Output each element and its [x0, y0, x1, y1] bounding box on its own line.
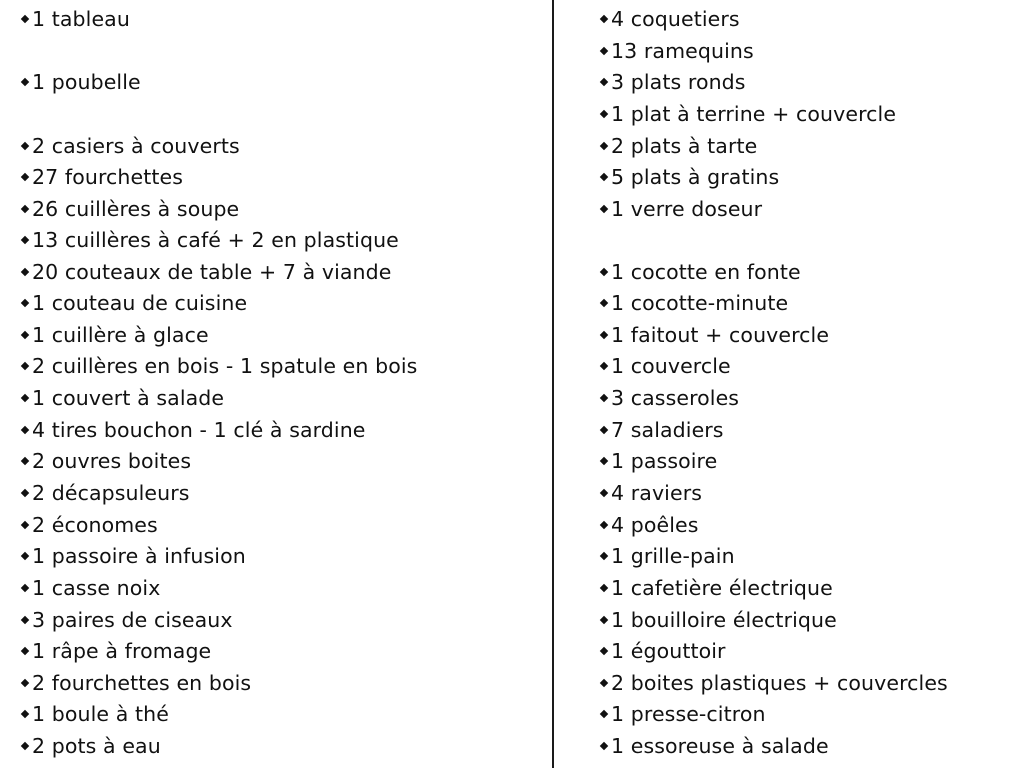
- list-item: [22, 4, 130, 35]
- list-item-text: 5 plats à gratins: [611, 165, 780, 189]
- diamond-bullet-icon: [21, 742, 29, 750]
- list-item-text: 1 poubelle: [32, 70, 141, 94]
- list-item: [601, 415, 724, 446]
- diamond-bullet-icon: [21, 521, 29, 529]
- list-item-text: 1 égouttoir: [611, 639, 726, 663]
- diamond-bullet-icon: [21, 173, 29, 181]
- list-item-text: 1 cocotte en fonte: [611, 260, 801, 284]
- diamond-bullet-icon: [600, 173, 608, 181]
- diamond-bullet-icon: [600, 110, 608, 118]
- diamond-bullet-icon: [600, 394, 608, 402]
- list-item-text: 13 cuillères à café + 2 en plastique: [32, 228, 399, 252]
- diamond-bullet-icon: [21, 584, 29, 592]
- list-item: [22, 541, 246, 572]
- diamond-bullet-icon: [600, 426, 608, 434]
- list-item: [22, 415, 366, 446]
- list-item: [22, 351, 417, 382]
- diamond-bullet-icon: [21, 268, 29, 276]
- list-item: [601, 4, 740, 35]
- list-item: [601, 320, 829, 351]
- list-item: [22, 131, 240, 162]
- list-item-text: 4 tires bouchon - 1 clé à sardine: [32, 418, 366, 442]
- list-item-text: 1 grille-pain: [611, 544, 735, 568]
- diamond-bullet-icon: [600, 362, 608, 370]
- list-item: [22, 573, 160, 604]
- diamond-bullet-icon: [600, 47, 608, 55]
- diamond-bullet-icon: [21, 647, 29, 655]
- list-item: [601, 668, 948, 699]
- list-item: [22, 320, 209, 351]
- list-item: [601, 699, 766, 730]
- list-item-text: 20 couteaux de table + 7 à viande: [32, 260, 392, 284]
- diamond-bullet-icon: [21, 489, 29, 497]
- diamond-bullet-icon: [21, 426, 29, 434]
- diamond-bullet-icon: [600, 457, 608, 465]
- list-item-text: 2 plats à tarte: [611, 134, 758, 158]
- list-item: [22, 383, 224, 414]
- list-item-text: 1 cafetière électrique: [611, 576, 833, 600]
- list-item: [601, 573, 833, 604]
- list-item: [601, 510, 699, 541]
- list-item: [601, 162, 779, 193]
- list-item-text: 1 boule à thé: [32, 702, 169, 726]
- diamond-bullet-icon: [600, 205, 608, 213]
- list-item-text: 1 tableau: [32, 7, 130, 31]
- diamond-bullet-icon: [21, 552, 29, 560]
- list-item-text: 1 couteau de cuisine: [32, 291, 248, 315]
- list-item: [601, 351, 731, 382]
- list-item-text: 2 pots à eau: [32, 734, 161, 758]
- list-item-text: 3 plats ronds: [611, 70, 746, 94]
- list-item: [601, 67, 746, 98]
- list-item: [601, 257, 801, 288]
- list-item: [601, 99, 896, 130]
- list-item-text: 1 casse noix: [32, 576, 161, 600]
- list-item: [22, 478, 190, 509]
- list-item-text: 1 plat à terrine + couvercle: [611, 102, 897, 126]
- list-item-text: 13 ramequins: [611, 39, 754, 63]
- list-item: [601, 383, 739, 414]
- list-item-text: 1 cocotte-minute: [611, 291, 789, 315]
- diamond-bullet-icon: [600, 489, 608, 497]
- diamond-bullet-icon: [600, 616, 608, 624]
- diamond-bullet-icon: [600, 679, 608, 687]
- list-item-text: 2 fourchettes en bois: [32, 671, 252, 695]
- diamond-bullet-icon: [21, 331, 29, 339]
- diamond-bullet-icon: [600, 584, 608, 592]
- diamond-bullet-icon: [21, 15, 29, 23]
- diamond-bullet-icon: [21, 616, 29, 624]
- list-item-text: 2 boites plastiques + couvercles: [611, 671, 948, 695]
- list-item-text: 1 passoire à infusion: [32, 544, 246, 568]
- list-item-text: 1 couvercle: [611, 354, 731, 378]
- list-item-text: 1 verre doseur: [611, 197, 763, 221]
- list-item: [22, 288, 247, 319]
- list-item-text: 1 faitout + couvercle: [611, 323, 830, 347]
- list-item: [22, 162, 183, 193]
- list-item-text: 2 décapsuleurs: [32, 481, 190, 505]
- list-item: [601, 478, 702, 509]
- column-divider: [552, 0, 554, 768]
- list-item-text: 4 raviers: [611, 481, 702, 505]
- list-item-text: 4 poêles: [611, 513, 699, 537]
- list-item: [601, 731, 829, 762]
- list-item: [601, 131, 757, 162]
- diamond-bullet-icon: [21, 78, 29, 86]
- list-item: [22, 194, 239, 225]
- list-item: [22, 699, 169, 730]
- list-item-text: 27 fourchettes: [32, 165, 183, 189]
- diamond-bullet-icon: [600, 142, 608, 150]
- list-item: [601, 288, 788, 319]
- list-item-text: 2 casiers à couverts: [32, 134, 240, 158]
- list-item: [22, 510, 158, 541]
- list-item-text: 7 saladiers: [611, 418, 724, 442]
- list-item: [22, 605, 233, 636]
- list-item-text: 2 ouvres boites: [32, 449, 192, 473]
- diamond-bullet-icon: [600, 521, 608, 529]
- diamond-bullet-icon: [600, 331, 608, 339]
- diamond-bullet-icon: [21, 710, 29, 718]
- list-item-text: 1 bouilloire électrique: [611, 608, 837, 632]
- list-item-text: 26 cuillères à soupe: [32, 197, 240, 221]
- list-item-text: 3 paires de ciseaux: [32, 608, 233, 632]
- diamond-bullet-icon: [600, 268, 608, 276]
- list-item-text: 1 couvert à salade: [32, 386, 225, 410]
- diamond-bullet-icon: [600, 552, 608, 560]
- diamond-bullet-icon: [21, 236, 29, 244]
- diamond-bullet-icon: [21, 457, 29, 465]
- list-item-text: 2 cuillères en bois - 1 spatule en bois: [32, 354, 418, 378]
- list-item-text: 1 essoreuse à salade: [611, 734, 829, 758]
- diamond-bullet-icon: [600, 78, 608, 86]
- list-item: [22, 446, 191, 477]
- list-item: [22, 225, 399, 256]
- list-item: [601, 636, 726, 667]
- diamond-bullet-icon: [600, 299, 608, 307]
- diamond-bullet-icon: [600, 647, 608, 655]
- diamond-bullet-icon: [21, 299, 29, 307]
- list-item: [22, 668, 251, 699]
- list-item: [601, 541, 735, 572]
- list-item: [22, 636, 211, 667]
- list-item-text: 1 presse-citron: [611, 702, 766, 726]
- list-item-text: 3 casseroles: [611, 386, 740, 410]
- list-item: [601, 194, 762, 225]
- list-item-text: 4 coquetiers: [611, 7, 740, 31]
- list-item: [601, 36, 754, 67]
- diamond-bullet-icon: [21, 205, 29, 213]
- list-item-text: 1 cuillère à glace: [32, 323, 209, 347]
- diamond-bullet-icon: [600, 742, 608, 750]
- list-item: [601, 605, 837, 636]
- diamond-bullet-icon: [600, 15, 608, 23]
- list-item: [22, 67, 141, 98]
- list-item-text: 1 passoire: [611, 449, 718, 473]
- list-item: [22, 731, 161, 762]
- list-item-text: 2 économes: [32, 513, 158, 537]
- list-item: [22, 257, 391, 288]
- diamond-bullet-icon: [21, 394, 29, 402]
- diamond-bullet-icon: [21, 142, 29, 150]
- list-item: [601, 446, 717, 477]
- diamond-bullet-icon: [21, 362, 29, 370]
- diamond-bullet-icon: [21, 679, 29, 687]
- list-item-text: 1 râpe à fromage: [32, 639, 212, 663]
- diamond-bullet-icon: [600, 710, 608, 718]
